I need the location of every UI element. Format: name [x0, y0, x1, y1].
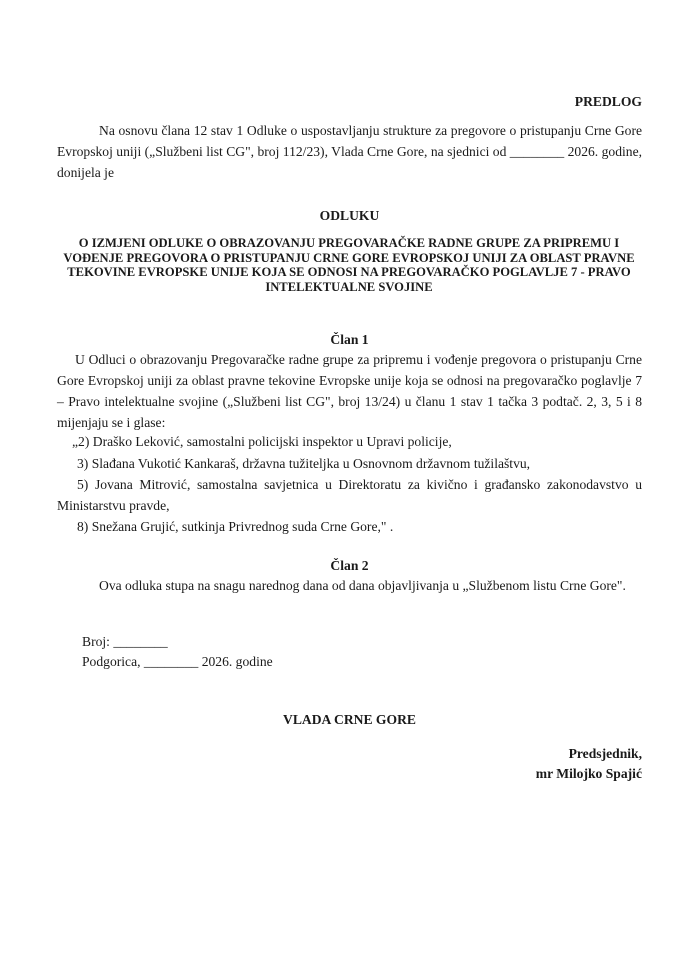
decision-heading: ODLUKU: [319, 208, 380, 223]
article-1-item: 5) Jovana Mitrović, samostalna savjetnica u Direktoratu za kivično i građansko zakonodavstvo u Ministarstvu pravde,: [57, 477, 642, 513]
article-1-heading: Član 1: [330, 332, 369, 347]
article-1-text: U Odluci o obrazovanju Pregovaračke radne grupe za pripremu i vođenje pregovora o pristupanju Crne Gore Evropskoj uniji za oblast pravne tekovine Evropske unije koja se odnosi na pregovaračko poglavlje 7 – Pravo intelektualne svojine („Službeni list CG", broj 13/24) u članu 1 stav 1 tačka 3 podtač. 2, 3, 5 i 8 mijenjaju se i glase:: [57, 352, 642, 430]
article-1-item: „2) Draško Leković, samostalni policijski inspektor u Upravi policije,: [72, 434, 452, 449]
signatory-name: mr Milojko Spajić: [535, 766, 642, 781]
document-number: Broj: ________: [82, 634, 168, 649]
article-2-heading: Član 2: [330, 558, 369, 573]
decision-title: O IZMJENI ODLUKE O OBRAZOVANJU PREGOVARAČKE RADNE GRUPE ZA PRIPREMU I VOĐENJE PREGOVORA O PRISTUPANJU CRNE GORE EVROPSKOJ UNIJI ZA OBLAST PRAVNE TEKOVINE EVROPSKE UNIJE KOJA SE ODNOSI NA PREGOVARAČKO POGLAVLJE 7 - PRAVO INTELEKTUALNE SVOJINE: [63, 236, 635, 294]
draft-label: PREDLOG: [574, 94, 642, 109]
signatory-title: Predsjednik,: [568, 746, 642, 761]
article-1-item: 8) Snežana Grujić, sutkinja Privrednog suda Crne Gore," .: [77, 519, 394, 534]
place-date: Podgorica, ________ 2026. godine: [82, 654, 273, 669]
preamble: Na osnovu člana 12 stav 1 Odluke o uspostavljanju strukture za pregovore o pristupanju Crne Gore Evropskoj uniji („Službeni list CG", broj 112/23), Vlada Crne Gore, na sjednici od ________ 2026. godine, donijela je: [57, 123, 642, 180]
government-name: VLADA CRNE GORE: [283, 712, 416, 727]
article-1-item: 3) Slađana Vukotić Kankaraš, državna tužiteljka u Osnovnom državnom tužilaštvu,: [77, 456, 531, 471]
article-2-text: Ova odluka stupa na snagu narednog dana od dana objavljivanja u „Službenom listu Crne Gore".: [99, 578, 626, 593]
